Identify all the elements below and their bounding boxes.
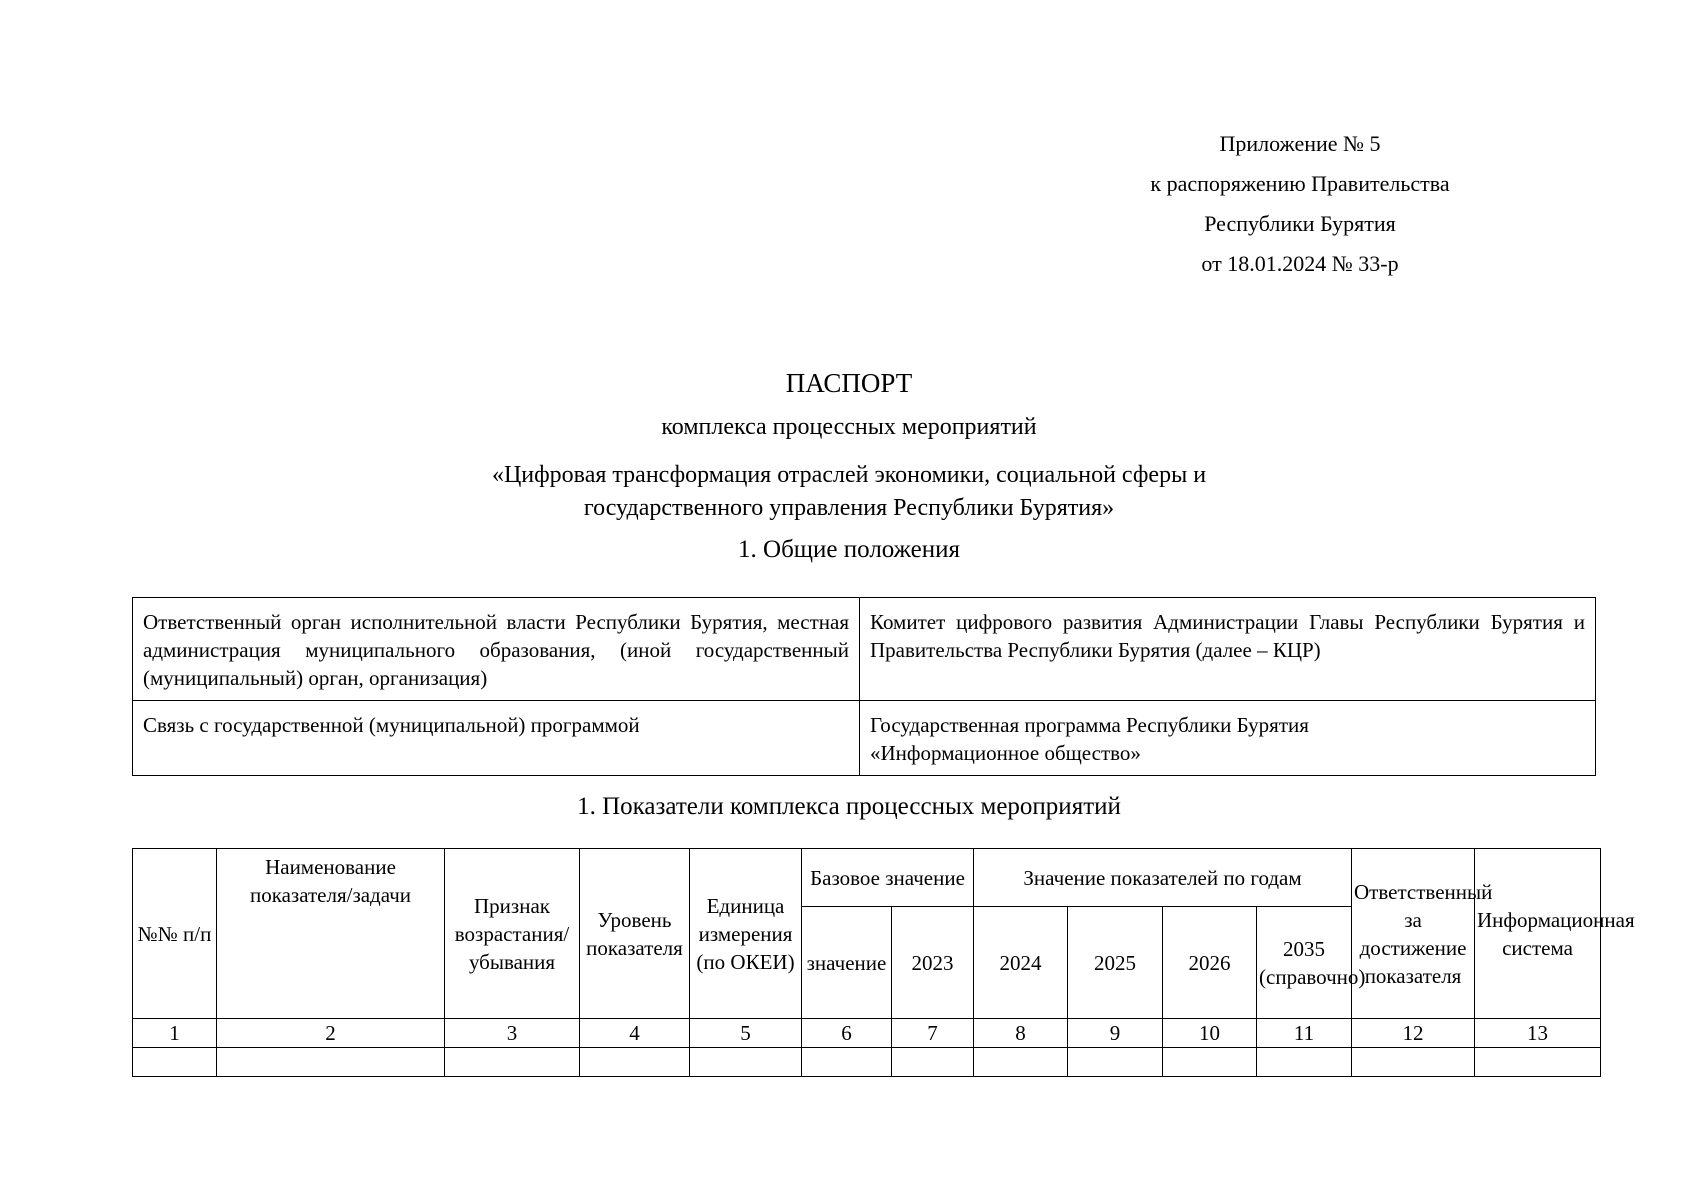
table-cell: [690, 1048, 802, 1077]
table-cell: [1163, 1048, 1257, 1077]
appendix-date: от 18.01.2024 № 33-р: [1201, 251, 1399, 276]
complex-name-line-2: государственного управления Республики Бурятия»: [583, 495, 1115, 521]
table-header-row: [133, 849, 1601, 907]
section-general-heading: 1. Общие положения: [738, 536, 960, 563]
column-number: 7: [892, 1019, 974, 1048]
program-link-value-line-2: «Информационное общество»: [870, 741, 1141, 765]
header-base: Базовое значение: [802, 849, 974, 907]
header-year-2024: 2024: [974, 907, 1068, 1019]
header-base-year: 2023: [892, 907, 974, 1019]
table-cell: [802, 1048, 892, 1077]
header-year-2025: 2025: [1068, 907, 1163, 1019]
column-number: 4: [580, 1019, 690, 1048]
table-cell: [1068, 1048, 1163, 1077]
column-number: 5: [690, 1019, 802, 1048]
document-subtitle: комплекса процессных мероприятий: [661, 414, 1037, 440]
header-responsible: Ответственный за достижение показателя: [1352, 849, 1475, 1019]
table-cell: [217, 1048, 445, 1077]
column-number: 1: [133, 1019, 217, 1048]
indicators-table: [132, 848, 1635, 1077]
responsible-body-value: Комитет цифрового развития Администрации Главы Республики Бурятия и Правительства Республики Бурятия (далее – КЦР): [860, 598, 1596, 701]
appendix-block: [1120, 124, 1480, 284]
header-system: Информационная система: [1475, 849, 1601, 1019]
table-cell: [1475, 1048, 1601, 1077]
header-year-2026: 2026: [1163, 907, 1257, 1019]
program-link-value-line-1: Государственная программа Республики Бурятия: [870, 713, 1309, 737]
header-num: №№ п/п: [133, 849, 217, 1019]
table-cell: [445, 1048, 580, 1077]
complex-name: [0, 459, 1698, 525]
general-info-table: [132, 597, 1596, 776]
table-cell: [974, 1048, 1068, 1077]
table-cell: [133, 1048, 217, 1077]
header-year-2035: 2035 (справочно): [1257, 907, 1352, 1019]
program-link-label: Связь с государственной (муниципальной) программой: [133, 701, 860, 776]
column-number: 11: [1257, 1019, 1352, 1048]
header-years-group: Значение показателей по годам: [974, 849, 1352, 907]
program-link-value: [860, 701, 1596, 776]
column-number: 3: [445, 1019, 580, 1048]
table-cell: [580, 1048, 690, 1077]
table-cell: [1352, 1048, 1475, 1077]
table-row: [133, 598, 1596, 701]
header-unit: Единица измерения (по ОКЕИ): [690, 849, 802, 1019]
header-sign: Признак возрастания/ убывания: [445, 849, 580, 1019]
responsible-body-label: Ответственный орган исполнительной власти Республики Бурятия, местная администрация муниципального образования, (иной государственный (муниципальный) орган, организация): [133, 598, 860, 701]
column-number: 13: [1475, 1019, 1601, 1048]
column-number: 12: [1352, 1019, 1475, 1048]
section-indicators-heading: 1. Показатели комплекса процессных мероприятий: [577, 793, 1121, 820]
document-title: ПАСПОРТ: [785, 368, 913, 398]
table-cell: [892, 1048, 974, 1077]
column-number: 6: [802, 1019, 892, 1048]
appendix-order: к распоряжению Правительства: [1150, 171, 1450, 196]
column-number: 8: [974, 1019, 1068, 1048]
table-cell: [1257, 1048, 1352, 1077]
appendix-region: Республики Бурятия: [1204, 211, 1396, 236]
appendix-number: Приложение № 5: [1219, 131, 1381, 156]
table-row: [133, 701, 1596, 776]
header-name: Наименование показателя/задачи: [217, 849, 445, 1019]
column-number: 2: [217, 1019, 445, 1048]
header-level: Уровень показателя: [580, 849, 690, 1019]
column-number: 9: [1068, 1019, 1163, 1048]
column-numbers-row: [133, 1019, 1601, 1048]
header-base-value: значение: [802, 907, 892, 1019]
table-row: [133, 1048, 1601, 1077]
complex-name-line-1: «Цифровая трансформация отраслей экономики, социальной сферы и: [491, 462, 1207, 488]
column-number: 10: [1163, 1019, 1257, 1048]
